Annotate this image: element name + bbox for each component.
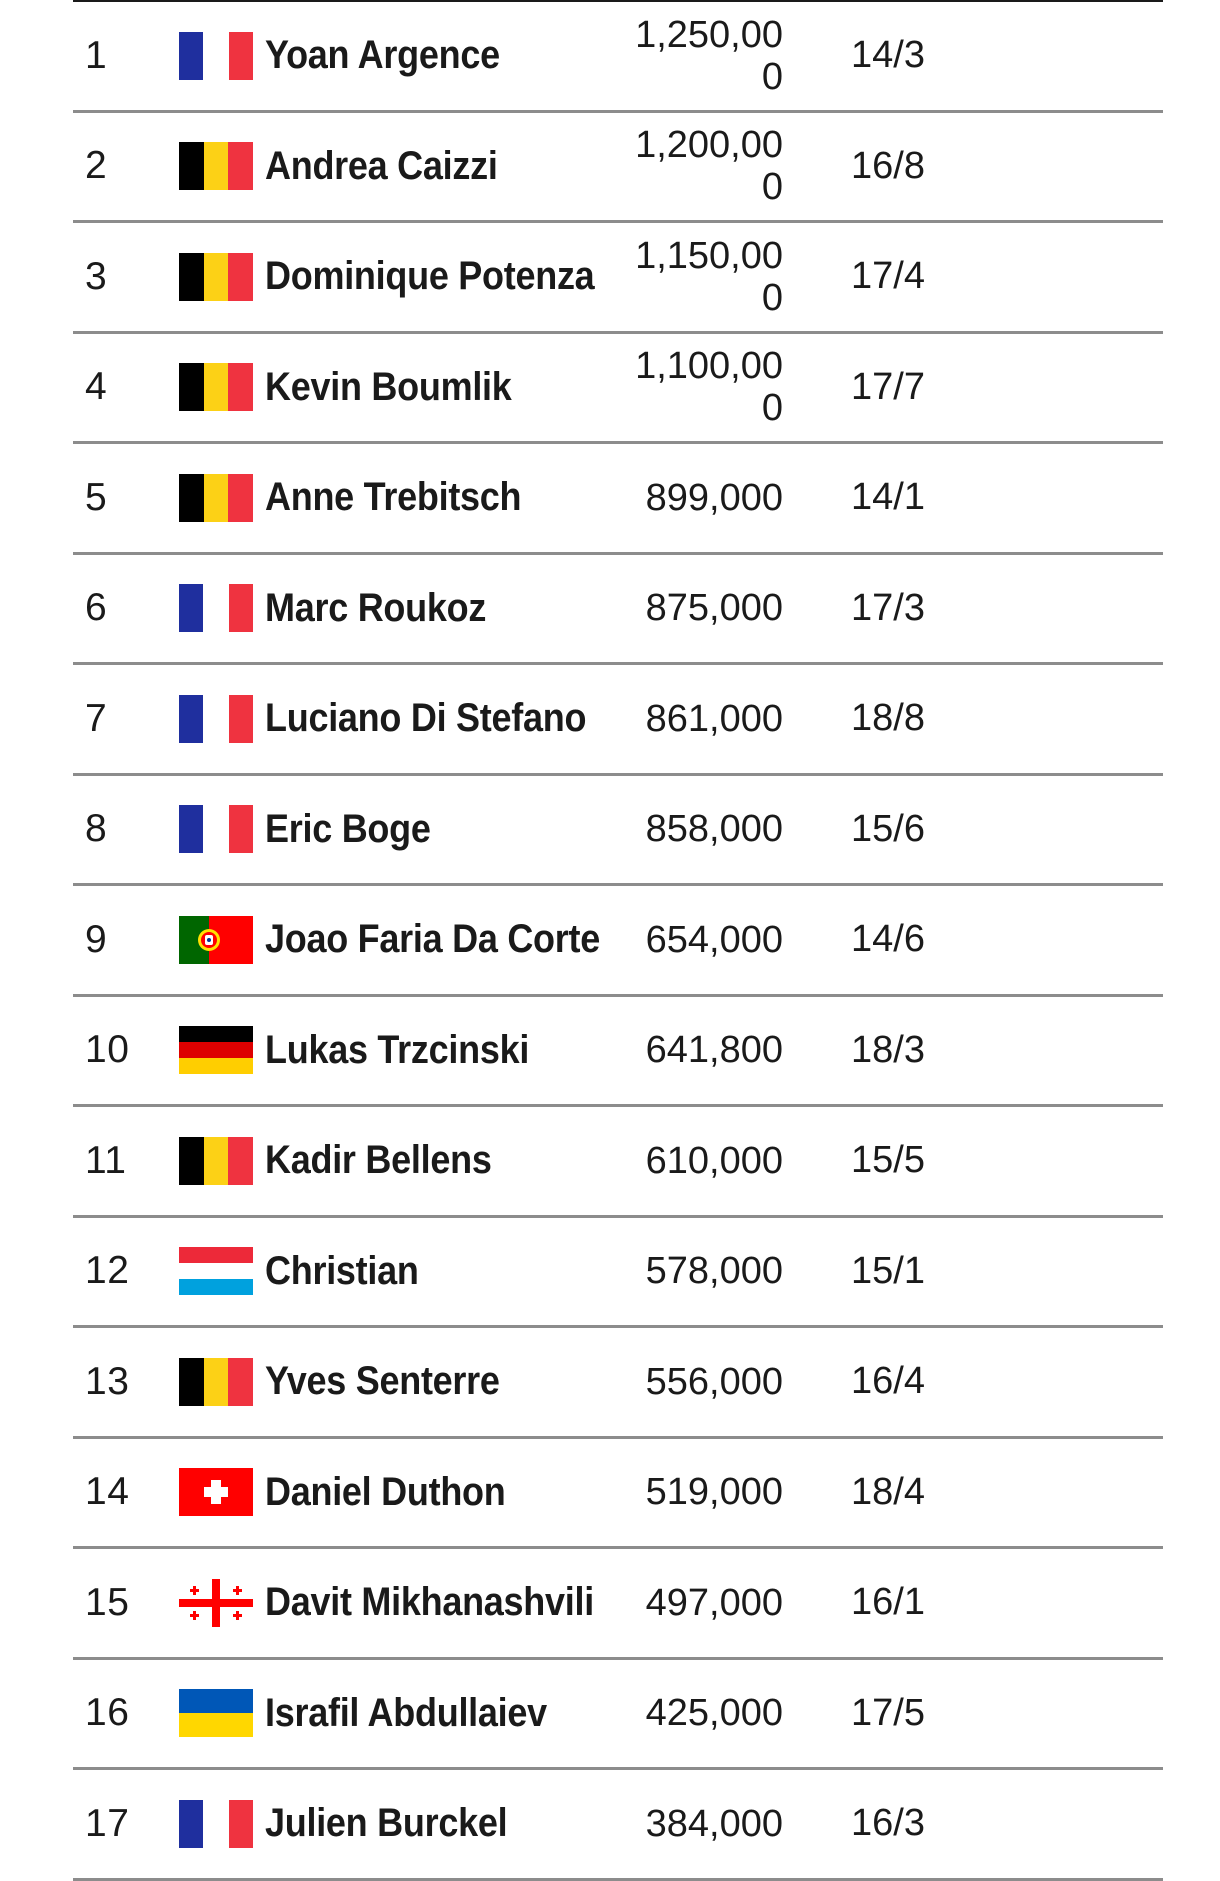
date-cell: 18/4 (851, 1470, 925, 1513)
rank-cell: 13 (85, 1359, 130, 1403)
belgium-flag-icon (179, 1358, 253, 1406)
table-row (73, 1770, 1163, 1881)
france-flag-icon (179, 584, 253, 632)
prize-amount: 899,000 (645, 476, 783, 519)
belgium-flag-icon (179, 1137, 253, 1185)
prize-amount: 384,000 (645, 1802, 783, 1845)
rank-cell: 15 (85, 1580, 130, 1624)
player-name: Dominique Potenza (265, 254, 595, 299)
date-cell: 15/5 (851, 1139, 925, 1182)
table-row (73, 997, 1163, 1108)
player-name: Kadir Bellens (265, 1138, 492, 1183)
player-name: Luciano Di Stefano (265, 696, 587, 741)
rank-cell: 9 (85, 917, 108, 961)
player-name: Yves Senterre (265, 1359, 500, 1404)
rank-cell: 8 (85, 807, 108, 851)
table-row (73, 665, 1163, 776)
date-cell: 15/6 (851, 807, 925, 850)
table-row (73, 223, 1163, 334)
rank-cell: 4 (85, 365, 108, 409)
date-cell: 17/4 (851, 255, 925, 298)
prize-amount: 1,200,000 (635, 124, 783, 209)
table-row (73, 1328, 1163, 1439)
table-row (73, 2, 1163, 113)
player-name: Kevin Boumlik (265, 364, 512, 409)
player-name: Israfil Abdullaiev (265, 1690, 547, 1735)
table-row (73, 1107, 1163, 1218)
prize-amount: 610,000 (645, 1139, 783, 1182)
rank-cell: 2 (85, 144, 108, 188)
belgium-flag-icon (179, 363, 253, 411)
table-row (73, 776, 1163, 887)
prize-amount: 641,800 (645, 1029, 783, 1072)
player-name: Andrea Caizzi (265, 143, 498, 188)
player-name: Davit Mikhanashvili (265, 1580, 594, 1625)
prize-amount: 556,000 (645, 1360, 783, 1403)
france-flag-icon (179, 32, 253, 80)
table-row (73, 1660, 1163, 1771)
date-cell: 17/5 (851, 1691, 925, 1734)
ukraine-flag-icon (179, 1689, 253, 1737)
prize-amount: 1,150,000 (635, 234, 783, 319)
luxembourg-flag-icon (179, 1247, 253, 1295)
belgium-flag-icon (179, 253, 253, 301)
table-row (73, 444, 1163, 555)
rank-cell: 7 (85, 696, 108, 740)
player-name: Daniel Duthon (265, 1469, 506, 1514)
table-row (73, 113, 1163, 224)
player-name: Anne Trebitsch (265, 475, 522, 520)
rank-cell: 6 (85, 586, 108, 630)
prize-amount: 1,100,000 (635, 345, 783, 430)
table-row (73, 886, 1163, 997)
prize-amount: 861,000 (645, 697, 783, 740)
date-cell: 15/1 (851, 1249, 925, 1292)
prize-amount: 875,000 (645, 587, 783, 630)
player-name: Marc Roukoz (265, 585, 487, 630)
portugal-flag-icon (179, 916, 253, 964)
georgia-flag-icon (179, 1579, 253, 1627)
rank-cell: 11 (85, 1138, 127, 1182)
date-cell: 16/3 (851, 1802, 925, 1845)
prize-amount: 497,000 (645, 1581, 783, 1624)
belgium-flag-icon (179, 142, 253, 190)
germany-flag-icon (179, 1026, 253, 1074)
date-cell: 17/3 (851, 586, 925, 629)
player-name: Yoan Argence (265, 33, 500, 78)
rank-cell: 10 (85, 1028, 130, 1072)
belgium-flag-icon (179, 474, 253, 522)
player-name: Joao Faria Da Corte (265, 917, 600, 962)
rank-cell: 3 (85, 254, 108, 298)
table-row (73, 1549, 1163, 1660)
rank-cell: 14 (85, 1470, 130, 1514)
prize-amount: 425,000 (645, 1692, 783, 1735)
rank-cell: 5 (85, 475, 108, 519)
player-name: Lukas Trzcinski (265, 1027, 530, 1072)
prize-amount: 858,000 (645, 808, 783, 851)
table-row (73, 555, 1163, 666)
france-flag-icon (179, 805, 253, 853)
rank-cell: 16 (85, 1691, 130, 1735)
date-cell: 14/3 (851, 34, 925, 77)
date-cell: 16/4 (851, 1360, 925, 1403)
player-name: Julien Burckel (265, 1801, 508, 1846)
prize-amount: 519,000 (645, 1471, 783, 1514)
date-cell: 18/3 (851, 1028, 925, 1071)
rank-cell: 1 (85, 33, 108, 77)
date-cell: 14/6 (851, 918, 925, 961)
results-table (73, 0, 1163, 1881)
date-cell: 16/8 (851, 144, 925, 187)
france-flag-icon (179, 1800, 253, 1848)
table-row (73, 1218, 1163, 1329)
date-cell: 14/1 (851, 476, 925, 519)
rank-cell: 12 (85, 1249, 130, 1293)
table-row (73, 334, 1163, 445)
switzerland-flag-icon (179, 1468, 253, 1516)
france-flag-icon (179, 695, 253, 743)
rank-cell: 17 (85, 1801, 130, 1845)
player-name: Christian (265, 1248, 419, 1293)
table-row (73, 1439, 1163, 1550)
prize-amount: 1,250,000 (635, 13, 783, 98)
prize-amount: 578,000 (645, 1250, 783, 1293)
date-cell: 16/1 (851, 1581, 925, 1624)
date-cell: 17/7 (851, 365, 925, 408)
prize-amount: 654,000 (645, 918, 783, 961)
player-name: Eric Boge (265, 806, 431, 851)
table-body (73, 2, 1163, 1881)
date-cell: 18/8 (851, 697, 925, 740)
